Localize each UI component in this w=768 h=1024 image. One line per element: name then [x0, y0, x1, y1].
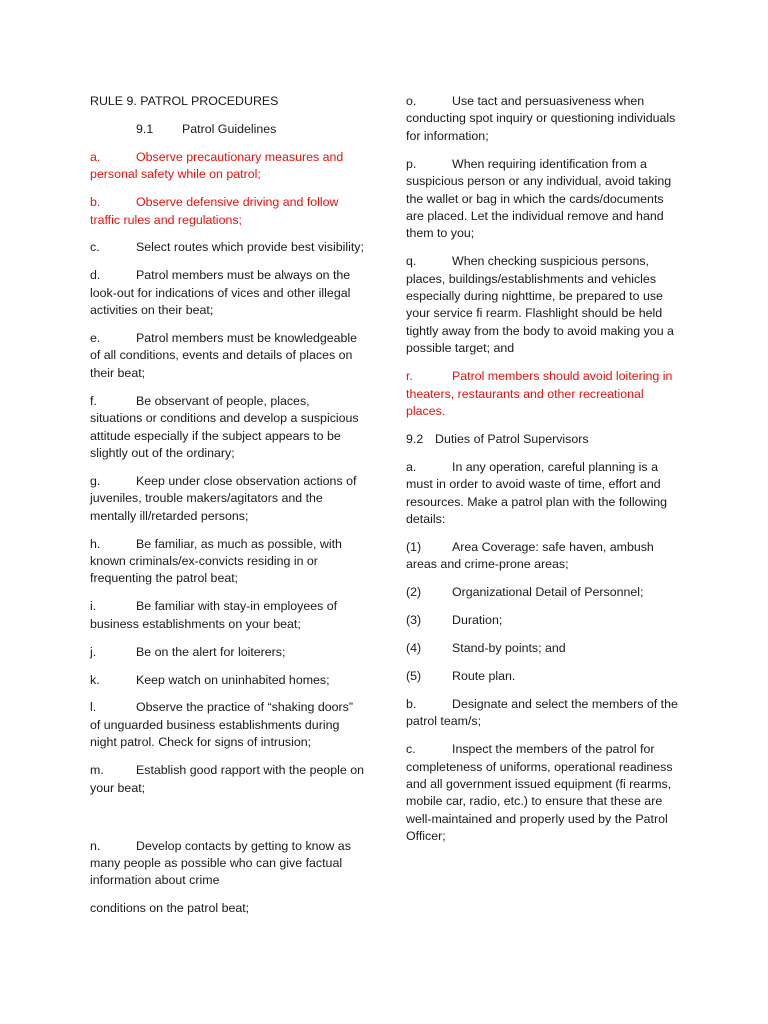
item-marker: g. — [90, 473, 101, 488]
duty-item-b — [406, 696, 682, 731]
section-number: 9.2 — [406, 431, 424, 446]
item-marker: o. — [406, 94, 417, 108]
item-text: Establish good rapport with the people on your beat; — [90, 763, 365, 795]
item-marker: d. — [90, 268, 101, 283]
item-text: When checking suspicious persons, places, buildings/establishments and vehicles especially during nighttime, be prepared to use your service fi rearm. Flashlight should be held tightly away from the body to avoid making you a possible target; and — [406, 254, 674, 356]
item-text: Observe the practice of “shaking doors” of unguarded business establishments during night patrol. Check for signs of intrusion; — [90, 700, 353, 750]
item-marker: f. — [90, 393, 97, 408]
item-text: Be on the alert for loiterers; — [136, 644, 286, 659]
list-item-m — [90, 762, 365, 797]
section-title: Patrol Guidelines — [182, 121, 277, 136]
rule-heading: RULE 9. PATROL PROCEDURES — [90, 94, 279, 108]
list-item-p — [406, 156, 682, 243]
section-title: Duties of Patrol Supervisors — [435, 431, 589, 446]
item-marker: (5) — [406, 668, 422, 683]
list-item-j — [90, 644, 365, 661]
item-text: Select routes which provide best visibility; — [136, 240, 364, 255]
duty-item-a — [406, 459, 682, 529]
item-text: Be observant of people, places, situations or conditions and develop a suspicious attitude especially if the subject appears to be slightly out of the ordinary; — [90, 393, 359, 460]
item-text: Observe precautionary measures and personal safety while on patrol; — [90, 149, 344, 182]
left-column — [90, 93, 365, 928]
item-text: Keep under close observation actions of juveniles, trouble makers/agitators and the mentally ill/retarded persons; — [90, 473, 357, 523]
list-item-k — [90, 672, 365, 689]
item-marker: c. — [406, 742, 416, 757]
list-item-e — [90, 330, 365, 382]
item-text: Patrol members must be always on the look-out for indications of vices and other illegal activities on their beat; — [90, 268, 351, 318]
item-text: Patrol members must be knowledgeable of all conditions, events and details of places on their beat; — [90, 331, 358, 380]
item-marker: l. — [90, 700, 97, 715]
section-9-2-heading — [406, 431, 682, 448]
item-text: Stand-by points; and — [452, 641, 566, 656]
item-text: Develop contacts by getting to know as many people as possible who can give factual information about crime — [90, 838, 351, 888]
item-marker: p. — [406, 156, 417, 171]
item-text: Duration; — [452, 613, 503, 628]
item-marker: (2) — [406, 585, 422, 600]
item-marker: e. — [90, 331, 101, 346]
item-text: Be familiar with stay-in employees of business establishments on your beat; — [90, 599, 338, 631]
list-item-r — [406, 368, 682, 420]
list-item-n — [90, 838, 365, 890]
item-marker: b. — [406, 696, 417, 711]
item-text: Use tact and persuasiveness when conducting spot inquiry or questioning individuals for information; — [406, 94, 676, 143]
item-marker: b. — [90, 195, 101, 210]
list-item-l — [90, 699, 365, 751]
item-text: Observe defensive driving and follow traffic rules and regulations; — [90, 195, 339, 227]
item-marker: a. — [90, 149, 101, 164]
plan-item-2 — [406, 584, 682, 601]
item-marker: k. — [90, 672, 100, 687]
right-column — [406, 93, 682, 856]
item-text: Area Coverage: safe haven, ambush areas and crime-prone areas; — [406, 539, 654, 572]
item-marker: q. — [406, 254, 417, 269]
item-text: Patrol members should avoid loitering in theaters, restaurants and other recreational places. — [406, 369, 673, 418]
list-item-g — [90, 473, 365, 525]
duty-item-c — [406, 741, 682, 845]
item-marker: c. — [90, 240, 100, 255]
list-item-q — [406, 253, 682, 357]
list-item-b — [90, 194, 365, 229]
item-marker: i. — [90, 599, 97, 614]
item-marker: m. — [90, 763, 104, 778]
spacer — [90, 808, 365, 838]
list-item-a — [90, 149, 365, 184]
list-item-i — [90, 598, 365, 633]
plan-item-3 — [406, 612, 682, 629]
list-item-n-continuation: conditions on the patrol beat; — [90, 901, 250, 916]
item-marker: r. — [406, 369, 413, 384]
list-item-d — [90, 267, 365, 319]
item-marker: h. — [90, 536, 101, 551]
plan-item-5 — [406, 668, 682, 685]
section-number: 9.1 — [136, 121, 154, 136]
item-text: Keep watch on uninhabited homes; — [136, 672, 330, 687]
item-marker: (4) — [406, 641, 422, 656]
item-text: Designate and select the members of the patrol team/s; — [406, 696, 678, 729]
item-marker: (3) — [406, 613, 422, 628]
item-marker: j. — [90, 644, 97, 659]
item-marker: a. — [406, 459, 417, 474]
section-9-1-heading — [90, 121, 365, 138]
item-text: Be familiar, as much as possible, with known criminals/ex-convicts residing in or frequenting the patrol beat; — [90, 536, 342, 586]
item-marker: (1) — [406, 539, 422, 554]
item-text: Route plan. — [452, 668, 516, 683]
plan-item-1 — [406, 539, 682, 574]
item-text: Inspect the members of the patrol for completeness of uniforms, operational readiness and all government issued equipment (fi rearms, mobile car, radio, etc.) to ensure that these are well-maintained and properly used by the Patrol Officer; — [406, 742, 673, 844]
list-item-h — [90, 536, 365, 588]
item-text: In any operation, careful planning is a must in order to avoid waste of time, effort and resources. Make a patrol plan with the following details: — [406, 459, 668, 527]
list-item-o — [406, 93, 682, 145]
item-text: Organizational Detail of Personnel; — [452, 585, 644, 600]
item-text: When requiring identification from a suspicious person or any individual, avoid taking the wallet or bag in which the cards/documents are placed. Let the individual remove and hand them to you; — [406, 156, 672, 241]
item-marker: n. — [90, 838, 101, 853]
list-item-c — [90, 239, 365, 256]
plan-item-4 — [406, 640, 682, 657]
list-item-f — [90, 393, 365, 463]
